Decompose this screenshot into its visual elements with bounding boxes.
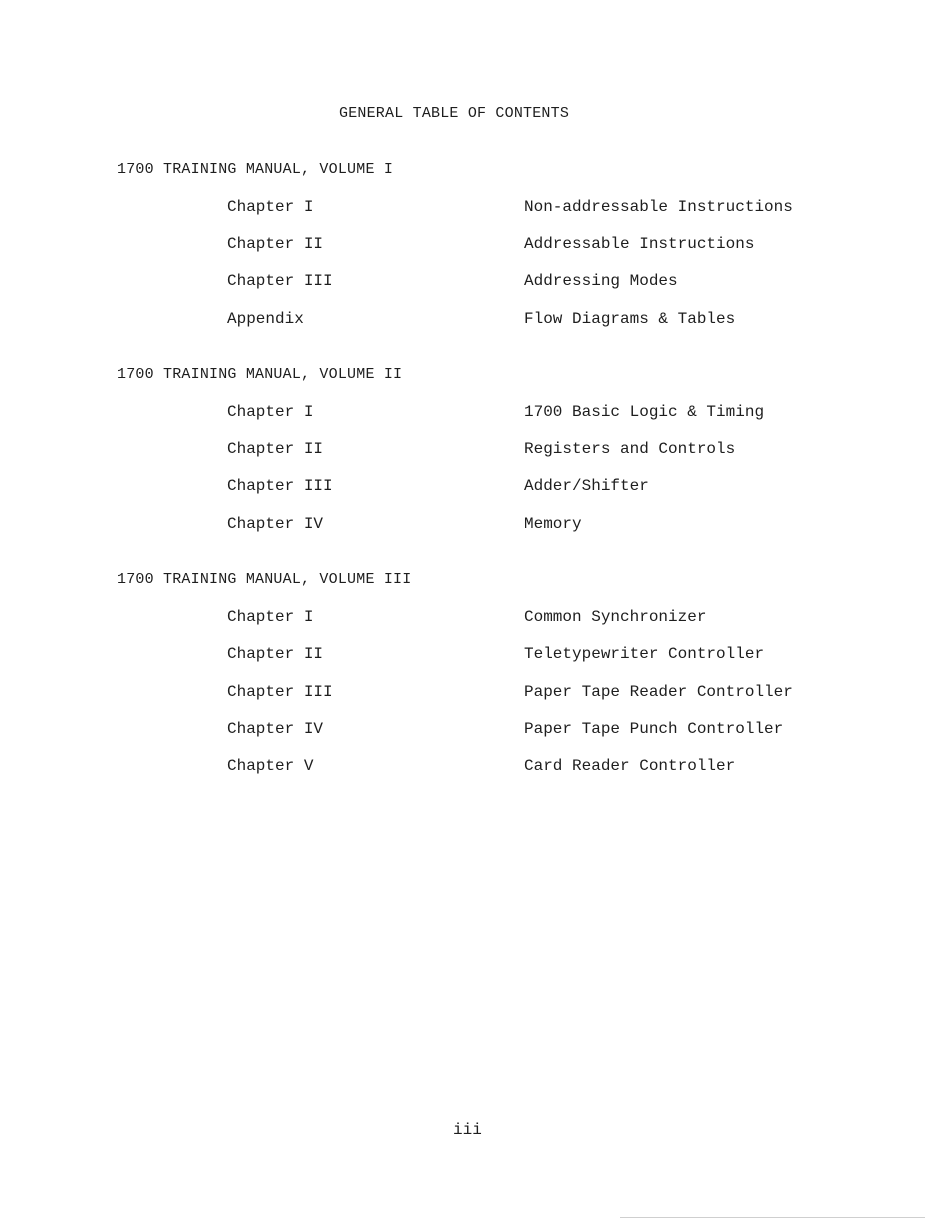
chapter-label: Appendix — [227, 310, 304, 328]
chapter-title: Paper Tape Punch Controller — [524, 720, 784, 738]
chapter-label: Chapter I — [227, 403, 314, 421]
volume-heading: 1700 TRAINING MANUAL, VOLUME II — [117, 366, 403, 383]
page-number: iii — [453, 1121, 482, 1139]
chapter-title: 1700 Basic Logic & Timing — [524, 403, 765, 421]
chapter-title: Common Synchronizer — [524, 608, 707, 626]
chapter-title: Paper Tape Reader Controller — [524, 683, 793, 701]
chapter-title: Addressable Instructions — [524, 235, 755, 253]
chapter-title: Teletypewriter Controller — [524, 645, 765, 663]
chapter-title: Adder/Shifter — [524, 477, 649, 495]
volume-heading: 1700 TRAINING MANUAL, VOLUME III — [117, 571, 412, 588]
scan-edge-line — [620, 1217, 925, 1218]
chapter-label: Chapter III — [227, 477, 333, 495]
chapter-title: Registers and Controls — [524, 440, 736, 458]
chapter-title: Memory — [524, 515, 582, 533]
chapter-label: Chapter II — [227, 645, 324, 663]
chapter-label: Chapter II — [227, 235, 324, 253]
chapter-label: Chapter IV — [227, 515, 324, 533]
volume-heading: 1700 TRAINING MANUAL, VOLUME I — [117, 161, 394, 178]
chapter-title: Card Reader Controller — [524, 757, 736, 775]
chapter-title: Addressing Modes — [524, 272, 678, 290]
chapter-label: Chapter IV — [227, 720, 324, 738]
chapter-label: Chapter II — [227, 440, 324, 458]
chapter-title: Flow Diagrams & Tables — [524, 310, 736, 328]
page-title: GENERAL TABLE OF CONTENTS — [339, 105, 570, 122]
chapter-title: Non-addressable Instructions — [524, 198, 793, 216]
chapter-label: Chapter I — [227, 608, 314, 626]
chapter-label: Chapter V — [227, 757, 314, 775]
chapter-label: Chapter III — [227, 272, 333, 290]
chapter-label: Chapter I — [227, 198, 314, 216]
chapter-label: Chapter III — [227, 683, 333, 701]
